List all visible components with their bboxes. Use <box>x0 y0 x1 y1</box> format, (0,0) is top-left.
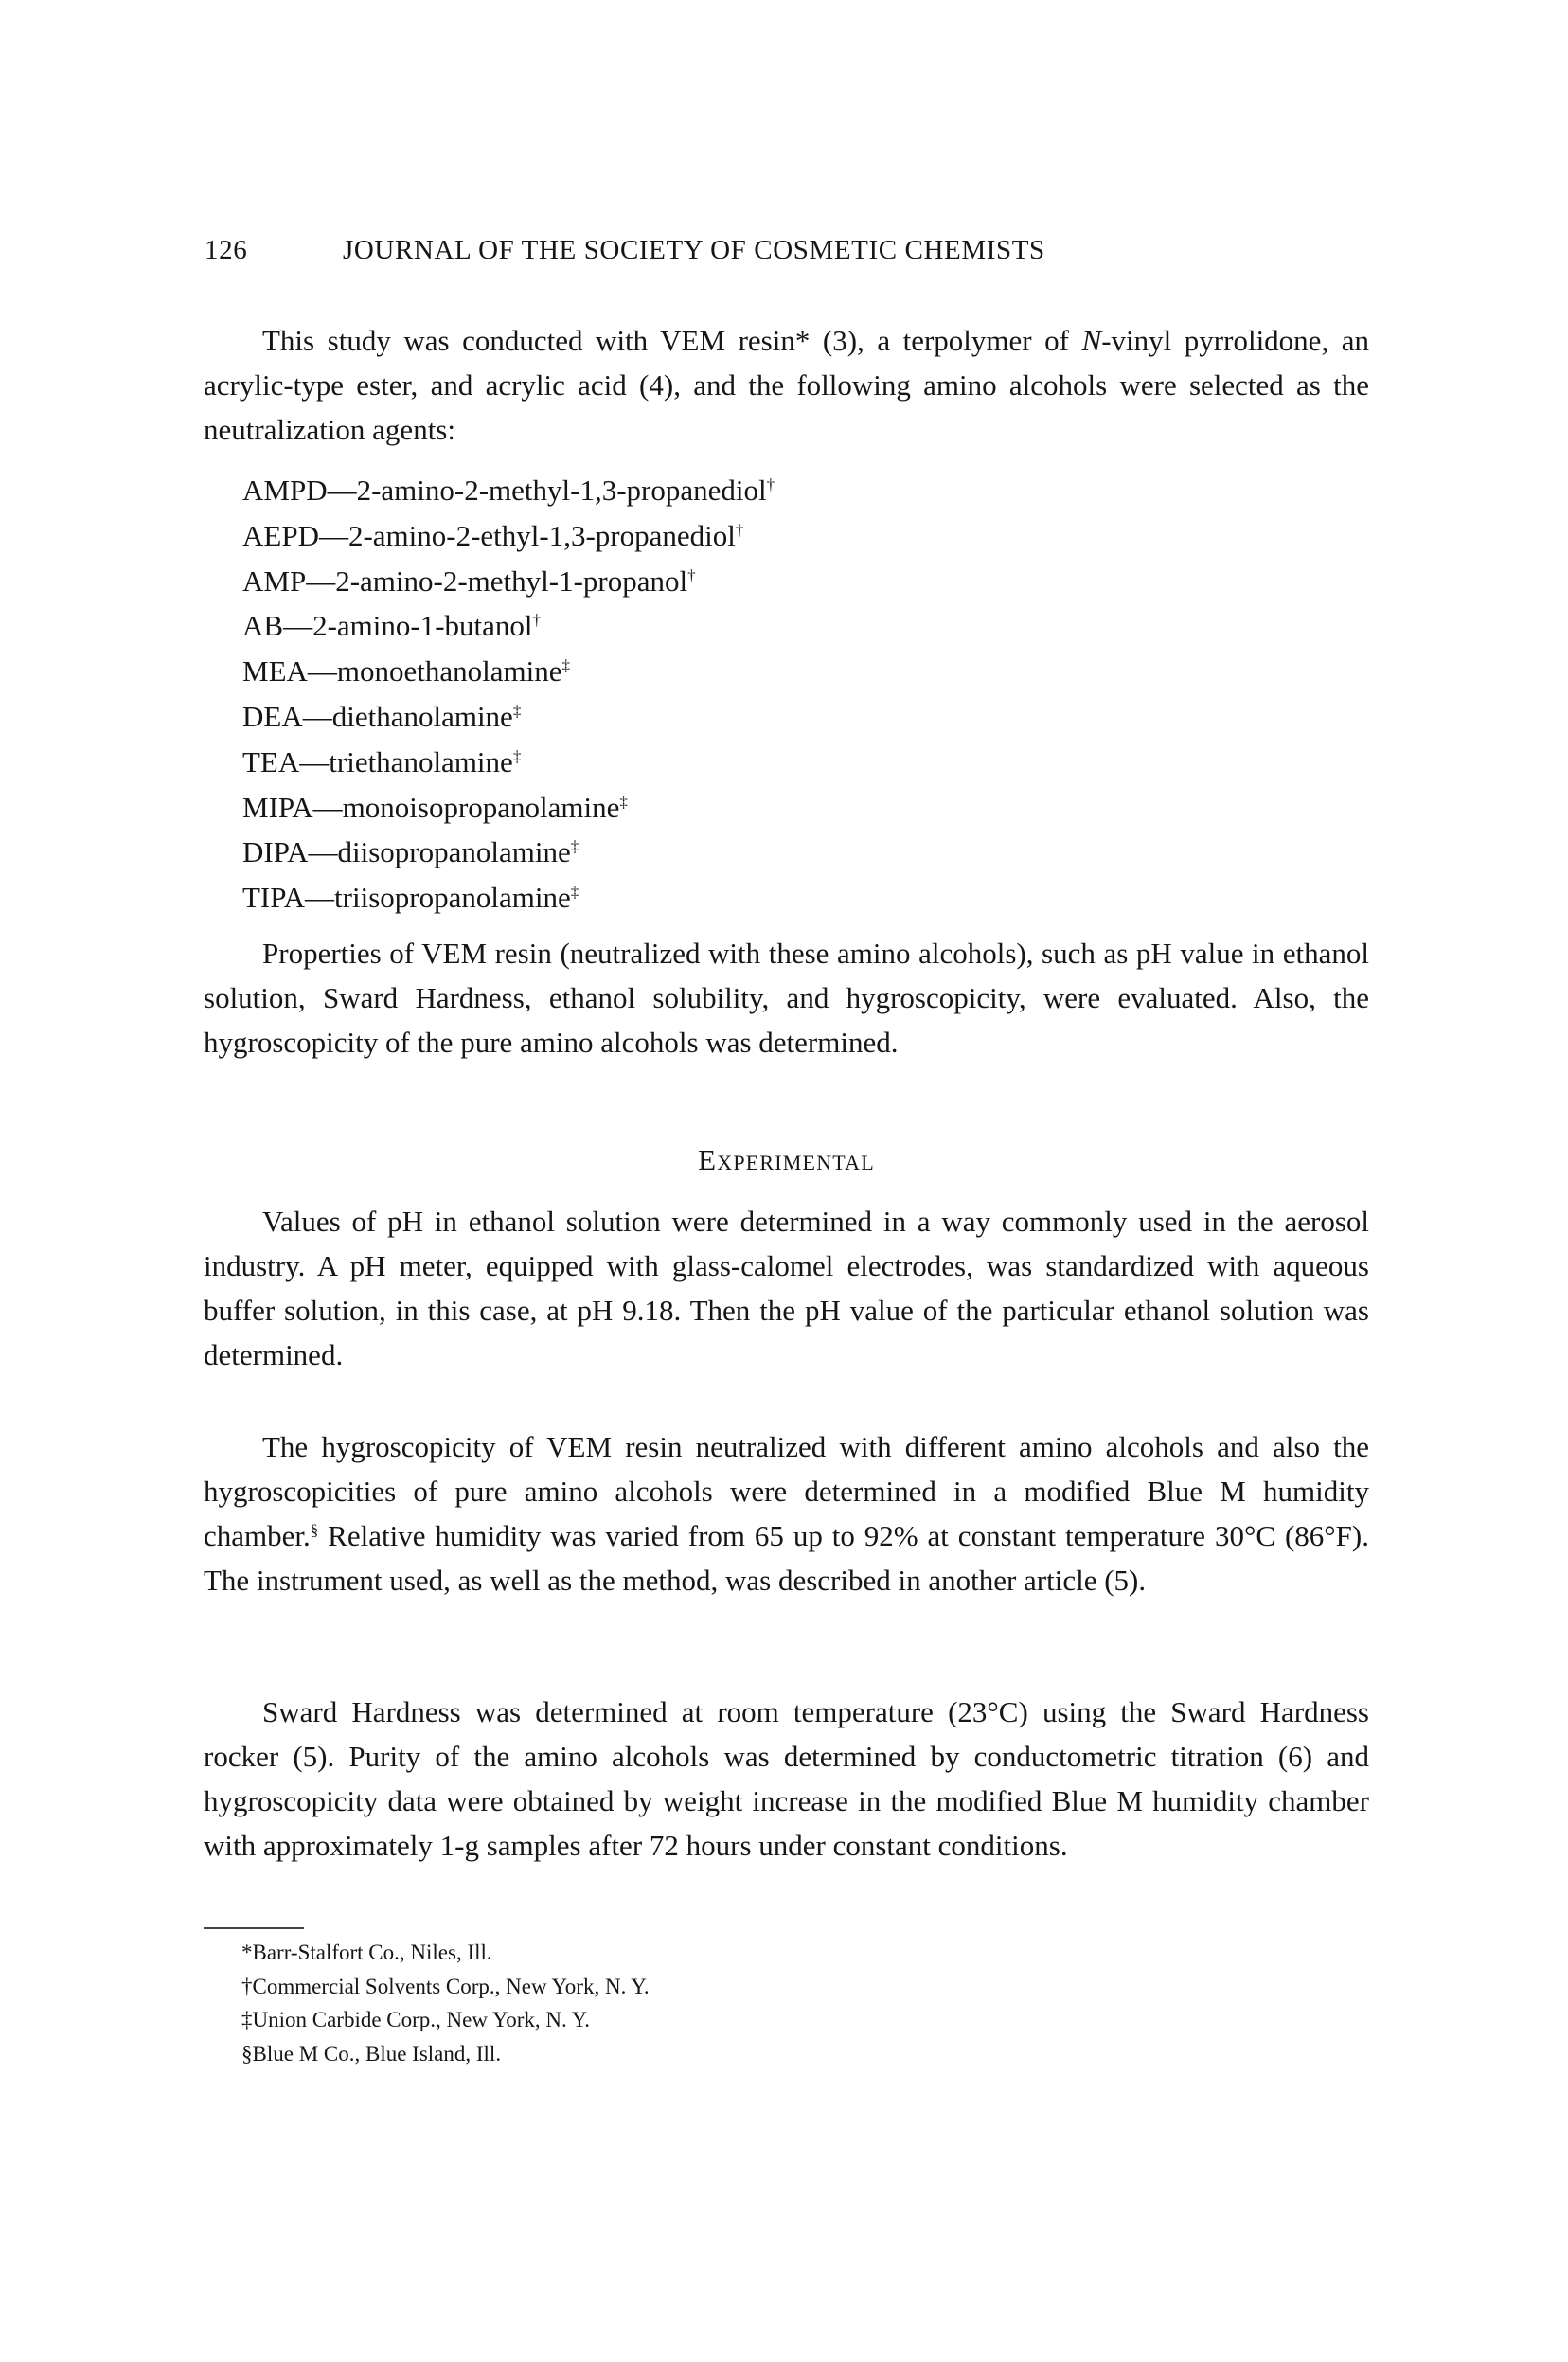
hygroscopicity-paragraph-block <box>204 1424 1369 1602</box>
agent-abbr: AMP <box>242 564 307 598</box>
page-number: 126 <box>205 235 248 265</box>
agent-item <box>242 694 775 740</box>
agent-abbr: MIPA <box>242 790 313 824</box>
footnote-item: *Barr-Stalfort Co., Niles, Ill. <box>241 1941 492 1964</box>
agent-dash: — <box>302 699 332 733</box>
agent-dash: — <box>318 518 348 552</box>
neutralization-agent-list <box>242 468 775 921</box>
footnote-mark: † <box>532 611 542 630</box>
footnote-mark: ‡ <box>619 792 628 811</box>
agent-item <box>242 468 775 513</box>
properties-paragraph-block <box>204 931 1369 1065</box>
hygro-text-start: The hygroscopicity of VEM resin neutralized with different amino alcohols and also the hygroscopicities of pure amino alcohols were determined in a modified Blue M humidity chamber. <box>204 1430 1369 1552</box>
agent-name: monoisopropanolamine <box>342 790 620 824</box>
agent-name: 2-amino-1-butanol <box>312 609 533 643</box>
agent-name: 2-amino-2-methyl-1-propanol <box>335 564 688 598</box>
agent-item <box>242 513 775 559</box>
agent-name: triisopropanolamine <box>334 881 571 915</box>
running-head <box>205 231 1369 269</box>
agent-item <box>242 830 775 875</box>
properties-paragraph: Properties of VEM resin (neutralized with these amino alcohols), such as pH value in ethanol solution, Sward Hardness, ethanol solubility, and hygroscopicity, were evaluated. Also, the hygroscopicity of the pure amino alcohols was determined. <box>204 937 1369 1059</box>
agent-dash: — <box>305 881 335 915</box>
agent-abbr: AMPD <box>242 474 328 507</box>
agent-dash: — <box>283 609 313 643</box>
agent-name: 2-amino-2-ethyl-1,3-propanediol <box>347 518 736 552</box>
agent-item <box>242 603 775 649</box>
agent-dash: — <box>307 654 337 689</box>
agent-item <box>242 559 775 604</box>
footnote-mark: † <box>766 475 775 493</box>
agent-name: triethanolamine <box>329 744 513 778</box>
agent-dash: — <box>306 564 336 598</box>
footnote-mark: ‡ <box>570 883 579 902</box>
footnote-mark: ‡ <box>512 701 522 720</box>
agent-abbr: DEA <box>242 699 303 733</box>
footnote-divider <box>204 1927 304 1929</box>
agent-abbr: MEA <box>242 654 308 689</box>
ph-paragraph: Values of pH in ethanol solution were determined in a way commonly used in the aerosol industry. A pH meter, equipped with glass-calomel electrodes, was standardized with aqueous buffer solution, in this case, at pH 9.18. Then the pH value of the particular ethanol solution was determined. <box>204 1205 1369 1371</box>
footnote-mark: ‡ <box>570 837 579 856</box>
agent-abbr: AB <box>242 609 284 643</box>
footnote-mark: § <box>310 1521 319 1539</box>
intro-text-end: -vinyl pyrrolidone, an acrylic-type ester, and acrylic acid (4), and the following amino alcohols were selected as the neutralization agents: <box>204 324 1369 446</box>
agent-abbr: TEA <box>242 744 300 778</box>
footnote-item: †Commercial Solvents Corp., New York, N. Y. <box>241 1974 650 1998</box>
footnote-mark: ‡ <box>561 656 570 675</box>
footnote-mark: † <box>687 565 696 584</box>
agent-dash: — <box>327 474 357 507</box>
ph-paragraph-block <box>204 1199 1369 1377</box>
footnote-list <box>241 1936 650 2070</box>
sward-hardness-paragraph: Sward Hardness was determined at room temperature (23°C) using the Sward Hardness rocker (5). Purity of the amino alcohols was determined by conductometric titration (6) and hygroscopicity data were obtained by weight increase in the modified Blue M humidity chamber with approximately 1-g samples after 72 hours under constant conditions. <box>204 1695 1369 1862</box>
agent-abbr: AEPD <box>242 518 319 552</box>
sward-paragraph-block <box>204 1690 1369 1868</box>
agent-abbr: DIPA <box>242 835 309 869</box>
agent-item <box>242 875 775 921</box>
agent-item <box>242 740 775 785</box>
footnote-mark: † <box>735 520 744 539</box>
intro-paragraph <box>204 318 1369 452</box>
agent-dash: — <box>312 790 343 824</box>
agent-name: diisopropanolamine <box>337 835 571 869</box>
journal-title: JOURNAL OF THE SOCIETY OF COSMETIC CHEMISTS <box>343 235 1045 265</box>
footnote-item: §Blue M Co., Blue Island, Ill. <box>241 2041 502 2066</box>
agent-abbr: TIPA <box>242 881 306 915</box>
agent-dash: — <box>299 744 330 778</box>
agent-name: 2-amino-2-methyl-1,3-propanediol <box>356 474 767 507</box>
agent-name: monoethanolamine <box>336 654 562 689</box>
intro-italic-n: N <box>1081 324 1102 357</box>
agent-item <box>242 785 775 831</box>
intro-text-start: This study was conducted with VEM resin* (3), a terpolymer of <box>262 324 1082 357</box>
hygro-text-end: Relative humidity was varied from 65 up to 92% at constant temperature 30°C (86°F). The instrument used, as well as the method, was described in another article (5). <box>204 1519 1369 1597</box>
agent-dash: — <box>308 835 338 869</box>
intro-paragraph-block <box>204 318 1369 452</box>
footnote-item: ‡Union Carbide Corp., New York, N. Y. <box>241 2008 590 2031</box>
hygroscopicity-paragraph <box>204 1424 1369 1602</box>
agent-item <box>242 649 775 694</box>
agent-name: diethanolamine <box>331 699 513 733</box>
footnote-mark: ‡ <box>512 746 522 765</box>
section-heading-experimental: Experimental <box>698 1143 875 1176</box>
